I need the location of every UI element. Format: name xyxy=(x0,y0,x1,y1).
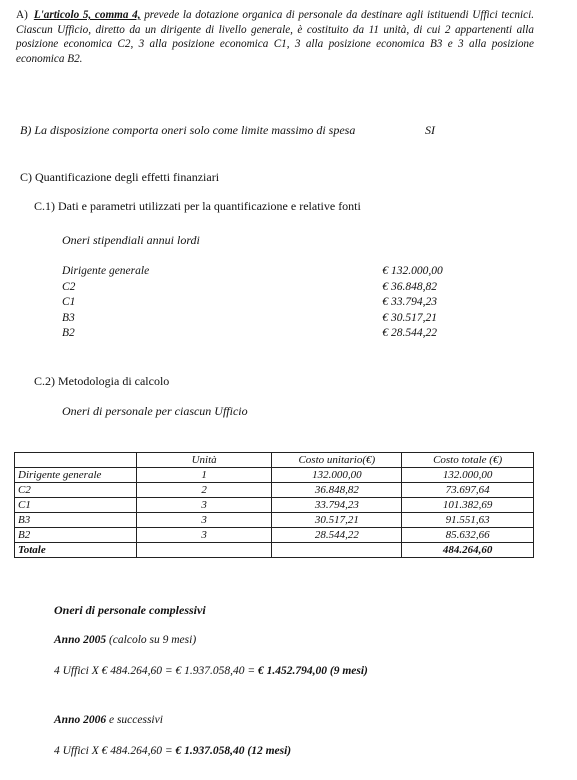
list-item xyxy=(62,280,462,296)
stipendi-list xyxy=(62,264,462,342)
section-b-text: B) La disposizione comporta oneri solo come limite massimo di spesa xyxy=(20,123,356,137)
table-cell: 1 xyxy=(136,468,272,483)
table-cell: 33.794,23 xyxy=(272,498,402,513)
section-a-reference: L'articolo 5, comma 4, xyxy=(33,9,141,21)
section-b xyxy=(20,123,460,138)
table-row xyxy=(15,468,534,483)
table-cell: 3 xyxy=(136,513,272,528)
table-cell xyxy=(272,543,402,558)
table-cell: 101.382,69 xyxy=(402,498,534,513)
section-c1-title: C.1) Dati e parametri utilizzati per la quantificazione e relative fonti xyxy=(34,199,361,213)
stipendio-label: C1 xyxy=(62,296,76,309)
table-header: Unità xyxy=(136,453,272,468)
table-header-row xyxy=(15,453,534,468)
table-header xyxy=(15,453,137,468)
stipendio-label: B3 xyxy=(62,311,75,324)
stipendio-label: Dirigente generale xyxy=(62,265,150,277)
table-cell: 85.632,66 xyxy=(402,528,534,543)
table-row xyxy=(15,528,534,543)
stipendi-title: Oneri stipendiali annui lordi xyxy=(62,233,200,247)
stipendio-value: € 28.544,22 xyxy=(382,327,438,340)
year-2005-label: Anno 2005 xyxy=(54,634,107,646)
year-2006-heading xyxy=(54,714,163,726)
year-2006-label: Anno 2006 xyxy=(54,714,107,726)
stipendio-label: B2 xyxy=(62,327,75,340)
table-cell: 3 xyxy=(136,528,272,543)
year-2006-calc-a: 4 Uffici X € 484.264,60 = xyxy=(54,745,173,757)
table-cell: 73.697,64 xyxy=(402,483,534,498)
table-cell: 30.517,21 xyxy=(272,513,402,528)
table-header: Costo unitario(€) xyxy=(272,453,402,468)
total-label: Totale xyxy=(15,543,137,558)
table-header: Costo totale (€) xyxy=(402,453,534,468)
table-total-row xyxy=(15,543,534,558)
ufficio-title: Oneri di personale per ciascun Ufficio xyxy=(62,404,248,418)
table-cell: 3 xyxy=(136,498,272,513)
year-2005-calc-a: 4 Uffici X € 484.264,60 = € 1.937.058,40 = xyxy=(54,665,256,677)
year-2006-calc-b: € 1.937.058,40 (12 mesi) xyxy=(175,745,292,757)
year-2005-calc xyxy=(54,665,368,677)
stipendio-label: C2 xyxy=(62,280,76,293)
year-2006-calc xyxy=(54,745,291,757)
table-cell: 91.551,63 xyxy=(402,513,534,528)
section-a-marker: A) xyxy=(16,9,28,21)
table-cell: C2 xyxy=(15,483,137,498)
table-cell: B3 xyxy=(15,513,137,528)
section-a-paragraph xyxy=(16,8,534,66)
table-cell: 2 xyxy=(136,483,272,498)
table-cell xyxy=(136,543,272,558)
stipendio-value: € 33.794,23 xyxy=(382,296,438,309)
table-row xyxy=(15,498,534,513)
total-value: 484.264,60 xyxy=(402,543,534,558)
table-row xyxy=(15,483,534,498)
year-2006-note: e successivi xyxy=(108,714,163,726)
table-cell: Dirigente generale xyxy=(15,468,137,483)
table-row xyxy=(15,513,534,528)
year-2005-calc-b: € 1.452.794,00 (9 mesi) xyxy=(258,665,368,677)
list-item xyxy=(62,326,462,342)
table-cell: 36.848,82 xyxy=(272,483,402,498)
stipendio-value: € 36.848,82 xyxy=(382,280,438,293)
list-item xyxy=(62,264,462,280)
table-cell: 132.000,00 xyxy=(402,468,534,483)
section-c2-title: C.2) Metodologia di calcolo xyxy=(34,374,170,388)
table-cell: B2 xyxy=(15,528,137,543)
year-2005-heading xyxy=(54,634,196,646)
section-b-answer: SI xyxy=(425,123,435,137)
table-cell: 132.000,00 xyxy=(272,468,402,483)
table-cell: C1 xyxy=(15,498,137,513)
section-a-text: prevede la dotazione organica di personale da destinare agli istituendi Uffici tecnici. Ciascun Ufficio, diretto da un dirigente di livello generale, è costituito da 11 unità, di cui 2 appartenenti alla posizione economica C2, 3 alla posizione economica C1, 3 alla posizione economica B3 e 3 alla posizione economica B2. xyxy=(16,9,535,65)
year-2005-note: (calcolo su 9 mesi) xyxy=(108,634,197,646)
list-item xyxy=(62,295,462,311)
list-item xyxy=(62,311,462,327)
costs-table xyxy=(14,452,534,558)
stipendio-value: € 132.000,00 xyxy=(382,265,443,277)
section-c-title: C) Quantificazione degli effetti finanziari xyxy=(20,170,220,184)
complessivi-title: Oneri di personale complessivi xyxy=(54,603,206,617)
table-cell: 28.544,22 xyxy=(272,528,402,543)
stipendio-value: € 30.517,21 xyxy=(382,311,438,324)
